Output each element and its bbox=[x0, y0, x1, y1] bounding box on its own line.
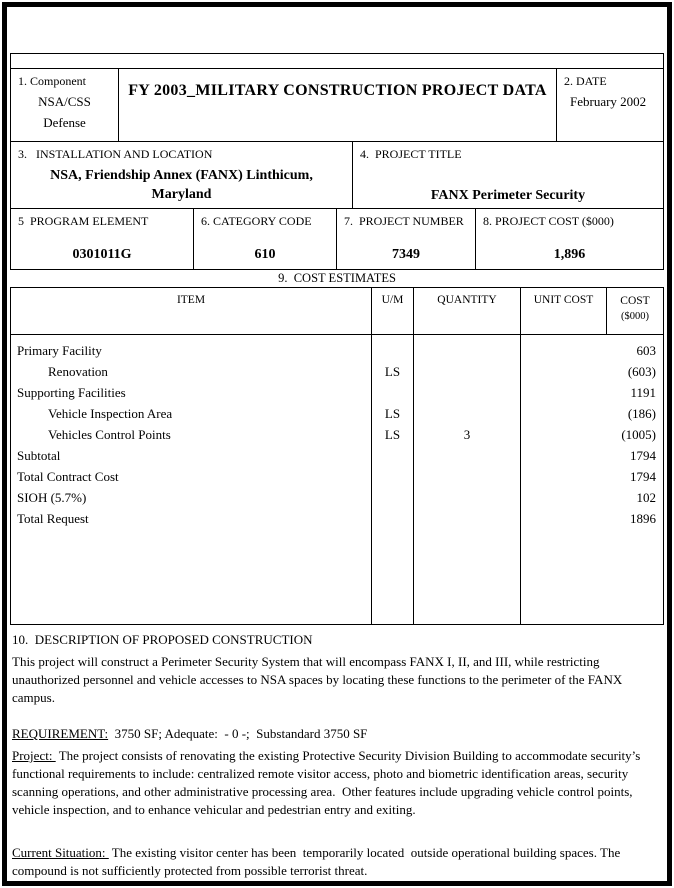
cost-cell-quantity bbox=[414, 487, 520, 508]
cost-estimates-section-label: 9. COST ESTIMATES bbox=[278, 271, 396, 285]
project-cost-value: 1,896 bbox=[553, 247, 586, 262]
date-label: 2. DATE bbox=[564, 74, 607, 88]
cost-cell-quantity bbox=[414, 445, 520, 466]
component-title-date-row bbox=[11, 69, 663, 142]
cost-cell-item: SIOH (5.7%) bbox=[17, 490, 87, 505]
date-value: February 2002 bbox=[570, 94, 647, 109]
installation-value bbox=[11, 166, 352, 204]
current-situation-text: The existing visitor center has been temporarily located outside operational building spaces. The compound is not sufficiently protected from possible terrorist threat. bbox=[12, 845, 624, 878]
project-title-value: FANX Perimeter Security bbox=[430, 188, 586, 203]
cost-cell-item: Total Request bbox=[17, 511, 89, 526]
column-header-quantity: QUANTITY bbox=[414, 288, 521, 334]
cost-column-cost bbox=[521, 335, 663, 624]
cost-cell-cost: 603 bbox=[636, 343, 656, 358]
description-heading: 10. DESCRIPTION OF PROPOSED CONSTRUCTION bbox=[12, 632, 313, 647]
project-title-label: 4. PROJECT TITLE bbox=[360, 147, 462, 161]
page-border bbox=[2, 2, 672, 886]
project-number-value: 7349 bbox=[392, 247, 420, 262]
project-number-label: 7. PROJECT NUMBER bbox=[344, 214, 464, 228]
cost-cell-item: Primary Facility bbox=[17, 343, 102, 358]
cost-cell-quantity bbox=[414, 361, 520, 382]
cost-cell-cost: (603) bbox=[627, 364, 656, 379]
cost-cell-cost: 1191 bbox=[630, 385, 656, 400]
project-cost-label: 8. PROJECT COST ($000) bbox=[483, 214, 614, 228]
requirement-label: REQUIREMENT: bbox=[12, 726, 109, 741]
program-element-value: 0301011G bbox=[72, 247, 132, 262]
cost-cell-quantity bbox=[414, 466, 520, 487]
project-label: Project: bbox=[12, 748, 56, 763]
cost-cell-cost: 1794 bbox=[630, 469, 656, 484]
cost-cell-quantity: 3 bbox=[463, 427, 471, 442]
cost-cell-quantity bbox=[414, 340, 520, 361]
cost-cell-item: Renovation bbox=[48, 364, 108, 379]
cost-cell-um: LS bbox=[384, 427, 401, 442]
cost-cell-item: Subtotal bbox=[17, 448, 61, 463]
cost-table-header bbox=[11, 288, 663, 335]
installation-cell bbox=[11, 142, 353, 208]
column-header-item: ITEM bbox=[11, 288, 372, 334]
category-code-value: 610 bbox=[254, 247, 276, 262]
empty-top-row bbox=[11, 54, 663, 69]
current-situation-label: Current Situation: bbox=[12, 845, 109, 860]
cost-cell-um bbox=[372, 466, 413, 487]
cost-cell-item: Vehicle Inspection Area bbox=[48, 406, 173, 421]
description-section bbox=[10, 625, 664, 880]
category-code-label: 6. CATEGORY CODE bbox=[201, 214, 312, 228]
component-org-line1: NSA/CSS bbox=[38, 94, 91, 109]
cost-cell-um bbox=[372, 508, 413, 529]
cost-column-quantity bbox=[414, 335, 521, 624]
cost-cell-um bbox=[372, 487, 413, 508]
column-header-cost-line1: COST bbox=[620, 295, 650, 307]
cost-cell-cost: (1005) bbox=[621, 427, 656, 442]
cost-estimates-table bbox=[10, 287, 664, 625]
cost-cell-um bbox=[372, 382, 413, 403]
project-title-cell bbox=[353, 142, 663, 208]
cost-cell-cost: (186) bbox=[627, 406, 656, 421]
component-cell bbox=[11, 69, 119, 141]
cost-cell-um bbox=[372, 340, 413, 361]
column-header-unit-cost: UNIT COST bbox=[521, 288, 607, 334]
program-element-row bbox=[11, 209, 663, 269]
cost-cell-item: Vehicles Control Points bbox=[48, 427, 171, 442]
category-code-cell bbox=[194, 209, 337, 269]
cost-cell-um bbox=[372, 445, 413, 466]
cost-cell-um: LS bbox=[384, 406, 401, 421]
cost-cell-cost: 1794 bbox=[630, 448, 656, 463]
cost-cell-quantity bbox=[414, 403, 520, 424]
cost-cell-item: Supporting Facilities bbox=[17, 385, 126, 400]
cost-cell-item: Total Contract Cost bbox=[17, 469, 119, 484]
project-number-cell bbox=[337, 209, 476, 269]
component-label: 1. Component bbox=[18, 74, 86, 88]
cost-column-um bbox=[372, 335, 414, 624]
column-header-cost-line2: ($000) bbox=[621, 311, 649, 322]
cost-cell-quantity bbox=[414, 508, 520, 529]
cost-cell-cost: 1896 bbox=[630, 511, 656, 526]
installation-value-line1: NSA, Friendship Annex (FANX) Linthicum, bbox=[50, 168, 313, 183]
description-paragraph: This project will construct a Perimeter Security System that will encompass FANX I, II, and III, while restricting unauthorized personnel and vehicle accesses to NSA spaces by locating these functions to the perimeter of the FANX campus. bbox=[12, 654, 626, 705]
form-title: FY 2003_MILITARY CONSTRUCTION PROJECT DATA bbox=[128, 82, 547, 99]
installation-project-row bbox=[11, 142, 663, 209]
installation-value-line2: Maryland bbox=[151, 187, 212, 202]
project-text: The project consists of renovating the existing Protective Security Division Building to accommodate security’s functional requirements to include: centralized remote visitor access, photo and biometric identification areas, security scanning operations, and other administrative processing area. Other features include upgrading vehicle control points, vehicle inspection, and to enhance vehicular and pedestrian entry and exiting. bbox=[12, 748, 644, 817]
column-header-cost bbox=[607, 288, 663, 334]
cost-cell-quantity bbox=[414, 382, 520, 403]
project-cost-cell bbox=[476, 209, 663, 269]
cost-table-body bbox=[11, 335, 663, 624]
date-cell bbox=[556, 69, 663, 141]
requirement-text: 3750 SF; Adequate: - 0 -; Substandard 3750 SF bbox=[108, 726, 368, 741]
cost-column-item bbox=[11, 335, 372, 624]
cost-cell-cost: 102 bbox=[636, 490, 656, 505]
program-element-cell bbox=[11, 209, 194, 269]
installation-label: 3. INSTALLATION AND LOCATION bbox=[18, 147, 213, 161]
cost-cell-um: LS bbox=[384, 364, 401, 379]
current-situation-paragraph bbox=[12, 844, 658, 880]
component-org-line2: Defense bbox=[43, 115, 86, 130]
program-element-label: 5 PROGRAM ELEMENT bbox=[18, 214, 149, 228]
project-paragraph bbox=[12, 747, 658, 819]
form-header-table bbox=[10, 53, 664, 270]
requirement-line bbox=[12, 725, 658, 743]
form-title-cell bbox=[119, 69, 556, 141]
column-header-um: U/M bbox=[372, 288, 414, 334]
